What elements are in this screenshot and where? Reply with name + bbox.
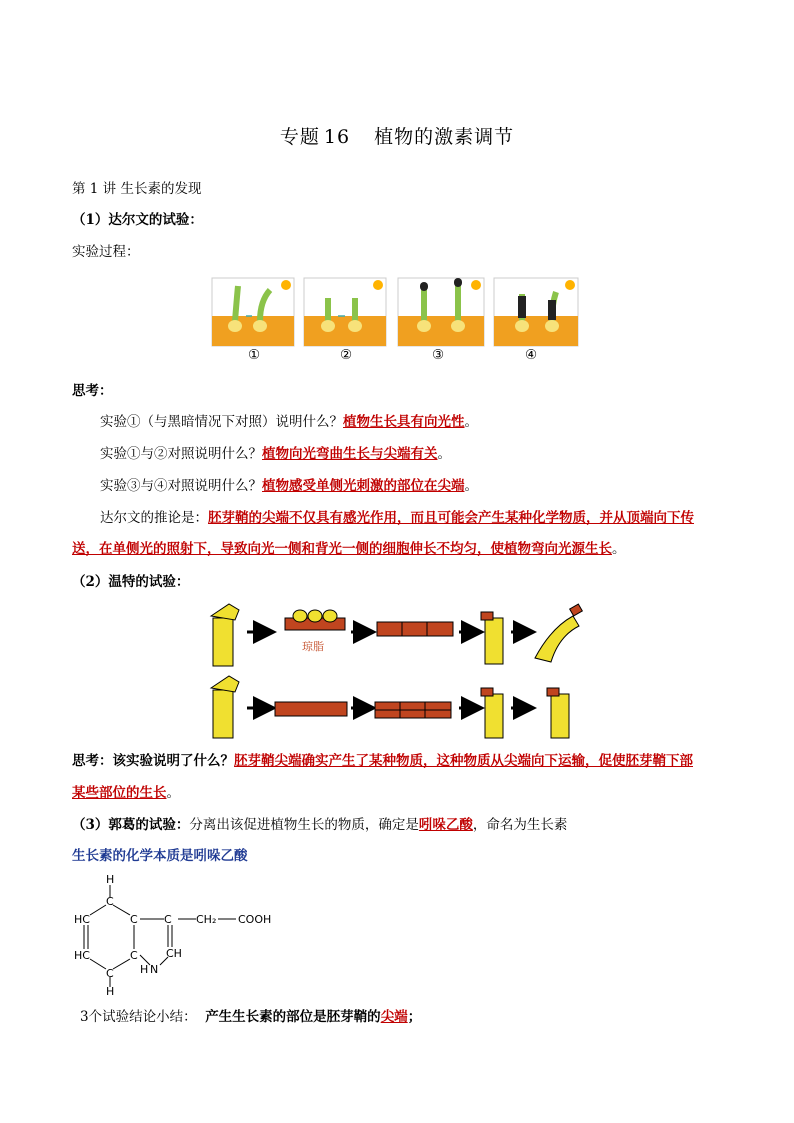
darwin-heading: （1）达尔文的试验： — [72, 212, 203, 228]
formula-h-top: H — [106, 873, 115, 886]
darwin-panel-3 — [398, 278, 484, 346]
page-title: 专题 16 植物的激素调节 — [279, 126, 515, 148]
auxin-nature: 生长素的化学本质是吲哚乙酸 — [72, 848, 248, 864]
iaa-formula — [70, 873, 290, 998]
formula-ch: CH — [166, 947, 182, 960]
formula-n: N — [150, 963, 159, 976]
formula-c-top: C — [106, 895, 114, 908]
figure-label-3: ③ — [432, 347, 445, 363]
question-3: 实验③与④对照说明什么？植物感受单侧光刺激的部位在尖端。 — [100, 478, 478, 494]
darwin-panel-2 — [304, 278, 386, 346]
formula-c-right1: C — [130, 913, 138, 926]
inference-line-2: 送，在单侧光的照射下，导致向光一侧和背光一侧的细胞伸长不均匀，使植物弯向光源生长。 — [72, 541, 626, 557]
guo-line: （3）郭葛的试验：分离出该促进植物生长的物质，确定是吲哚乙酸，命名为生长素 — [72, 817, 568, 833]
inference-line-1: 达尔文的推论是：胚芽鞘的尖端不仅具有感光作用，而且可能会产生某种化学物质，并从顶端向下传 — [100, 510, 694, 526]
formula-nh-h: H — [140, 963, 149, 976]
question-1: 实验①（与黑暗情况下对照）说明什么？植物生长具有向光性。 — [100, 414, 478, 430]
formula-c-chain: C — [164, 913, 172, 926]
figure-label-4: ④ — [525, 347, 538, 363]
formula-hc-1: HC — [74, 913, 90, 926]
formula-cooh: COOH — [238, 913, 272, 926]
darwin-panel-4 — [494, 278, 578, 346]
think-label: 思考： — [72, 383, 113, 399]
went-row-2 — [211, 676, 569, 738]
summary-line: 3个试验结论小结： 产生生长素的部位是胚芽鞘的尖端； — [80, 1009, 422, 1025]
went-figure — [205, 598, 595, 740]
went-answer-line-1: 思考：该实验说明了什么？胚芽鞘尖端确实产生了某种物质，这种物质从尖端向下运输，促使胚芽鞘下部 — [72, 753, 693, 769]
formula-c-right2: C — [130, 949, 138, 962]
went-answer-line-2: 某些部位的生长。 — [72, 785, 180, 801]
formula-hc-2: HC — [74, 949, 90, 962]
agar-label: 琼脂 — [302, 640, 324, 653]
formula-h-bottom: H — [106, 985, 115, 998]
formula-ch2: CH₂ — [196, 913, 217, 926]
lecture-heading: 第 1 讲 生长素的发现 — [72, 181, 202, 197]
went-row-1 — [211, 604, 582, 666]
figure-label-1: ① — [248, 347, 261, 363]
darwin-panel-1 — [212, 278, 294, 346]
process-label: 实验过程： — [72, 244, 140, 260]
question-2: 实验①与②对照说明什么？植物向光弯曲生长与尖端有关。 — [100, 446, 451, 462]
went-heading: （2）温特的试验： — [72, 574, 190, 590]
figure-label-2: ② — [340, 347, 353, 363]
formula-c-bottom: C — [106, 967, 114, 980]
